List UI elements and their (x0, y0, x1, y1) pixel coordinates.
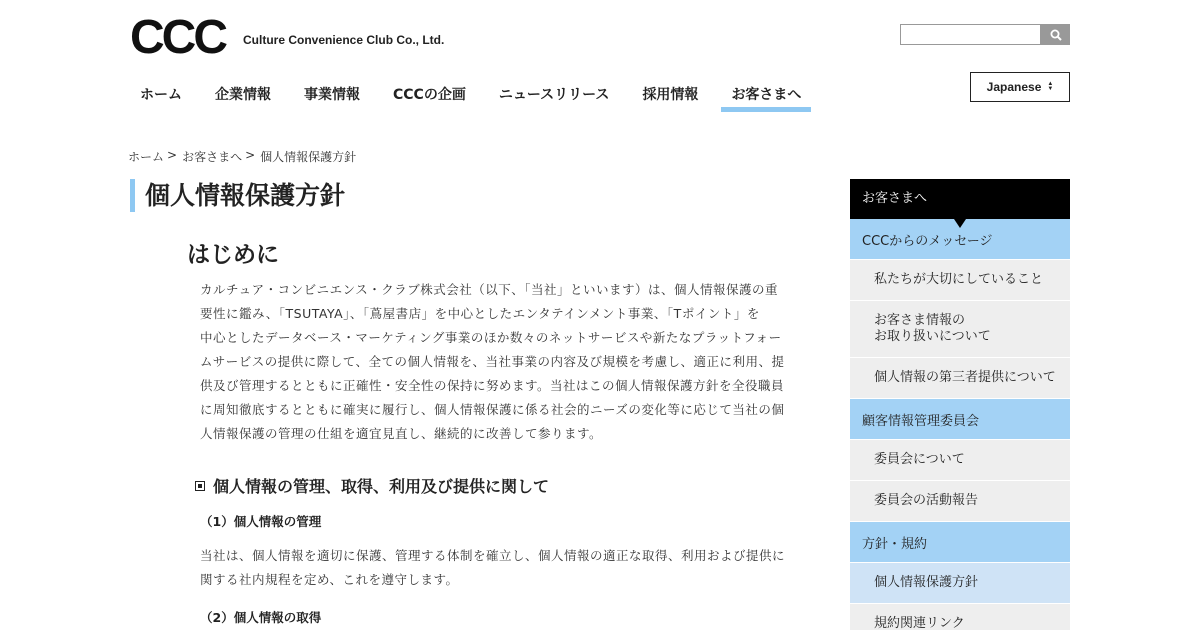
nav-item-business[interactable]: 事業情報 (304, 87, 360, 103)
page-title: 個人情報保護方針 (130, 179, 345, 212)
nav-item-customers[interactable]: お客さまへ (721, 84, 811, 112)
nav-item-news[interactable]: ニュースリリース (498, 87, 610, 103)
subsection-heading (195, 474, 549, 497)
sidebar-item[interactable] (850, 358, 1070, 399)
item1-heading: （1）個人情報の管理 (200, 514, 322, 529)
logo-mark: CCC (130, 11, 225, 64)
sidebar-nav (850, 179, 1070, 630)
sidebar-item-label: お客さま情報の (874, 313, 966, 328)
search-input[interactable] (900, 24, 1041, 45)
sidebar-header[interactable]: お客さまへ (850, 179, 1070, 219)
sidebar-item[interactable] (850, 440, 1070, 481)
breadcrumb-separator: > (245, 148, 256, 162)
breadcrumb-home[interactable]: ホーム (128, 150, 165, 164)
intro-line: 要性に鑑み、「TSUTAYA」、「蔦屋書店」を中心としたエンタテインメント事業、「Tポイント」を (200, 306, 760, 321)
sidebar-item-label: 個人情報の第三者提供について (874, 370, 1056, 385)
sidebar-item-label: お取り扱いについて (874, 329, 991, 344)
search-icon (1050, 29, 1062, 41)
item1-line: 関する社内規程を定め、これを遵守します。 (200, 572, 459, 587)
breadcrumb-customers[interactable]: お客さまへ (182, 150, 243, 164)
sidebar-item[interactable] (850, 260, 1070, 301)
sidebar-item-label: 個人情報保護方針 (874, 575, 979, 590)
nav-item-projects[interactable]: CCCの企画 (393, 87, 466, 103)
select-arrows-icon: ▲ ▼ (1047, 81, 1054, 92)
sidebar-item[interactable] (850, 481, 1070, 522)
intro-line: 中心としたデータベース・マーケティング事業のほか数々のネットサービスや新たなプラットフォー (200, 330, 782, 345)
intro-line: 供及び管理するとともに正確性・安全性の保持に努めます。当社はこの個人情報保護方針を全役職員 (200, 378, 785, 393)
breadcrumb-separator: > (167, 148, 178, 162)
item1-paragraph (200, 544, 790, 592)
sidebar-item[interactable] (850, 301, 1070, 358)
subsection-heading-text: 個人情報の管理、取得、利用及び提供に関して (213, 477, 550, 496)
nav-item-recruit[interactable]: 採用情報 (642, 87, 699, 103)
sidebar-item-label: 委員会について (874, 452, 965, 467)
global-nav (130, 84, 824, 112)
intro-line: カルチュア・コンビニエンス・クラブ株式会社（以下、「当社」といいます）は、個人情報保護の重 (200, 282, 779, 297)
sidebar-category[interactable]: 顧客情報管理委員会 (850, 399, 1070, 440)
sidebar-item[interactable] (850, 563, 1070, 604)
item2-heading: （2）個人情報の取得 (200, 610, 322, 625)
intro-line: ムサービスの提供に際して、全ての個人情報を、当社事業の内容及び規模を考慮し、適正に利用、提 (200, 354, 785, 369)
sidebar-category[interactable]: CCCからのメッセージ (850, 219, 1070, 260)
sidebar-item-label: 規約関連リンク (874, 616, 965, 630)
nav-item-home[interactable]: ホーム (140, 87, 182, 103)
sidebar-item[interactable] (850, 604, 1070, 630)
company-name: Culture Convenience Club Co., Ltd. (243, 33, 445, 47)
breadcrumb (128, 148, 356, 165)
site-search (900, 24, 1070, 45)
intro-line: 人情報保護の管理の仕組を適宜見直し、継続的に改善して参ります。 (200, 426, 603, 441)
breadcrumb-current: 個人情報保護方針 (260, 150, 357, 164)
language-label: Japanese (986, 80, 1042, 94)
sidebar-item-label: 私たちが大切にしていること (874, 272, 1044, 287)
language-select[interactable] (970, 72, 1070, 102)
sidebar-category[interactable]: 方針・規約 (850, 522, 1070, 563)
nav-item-company[interactable]: 企業情報 (215, 87, 271, 103)
section-heading: はじめに (187, 242, 279, 268)
site-logo[interactable] (130, 11, 445, 64)
intro-line: に周知徹底するとともに確実に履行し、個人情報保護に係る社会的ニーズの変化等に応じて当社の個 (200, 402, 785, 417)
item1-line: 当社は、個人情報を適切に保護、管理する体制を確立し、個人情報の適正な取得、利用および提供に (200, 548, 786, 563)
sidebar-item-label: 委員会の活動報告 (874, 493, 979, 508)
square-bullet-icon (195, 481, 205, 491)
intro-paragraph (200, 278, 790, 446)
search-button[interactable] (1041, 24, 1070, 45)
